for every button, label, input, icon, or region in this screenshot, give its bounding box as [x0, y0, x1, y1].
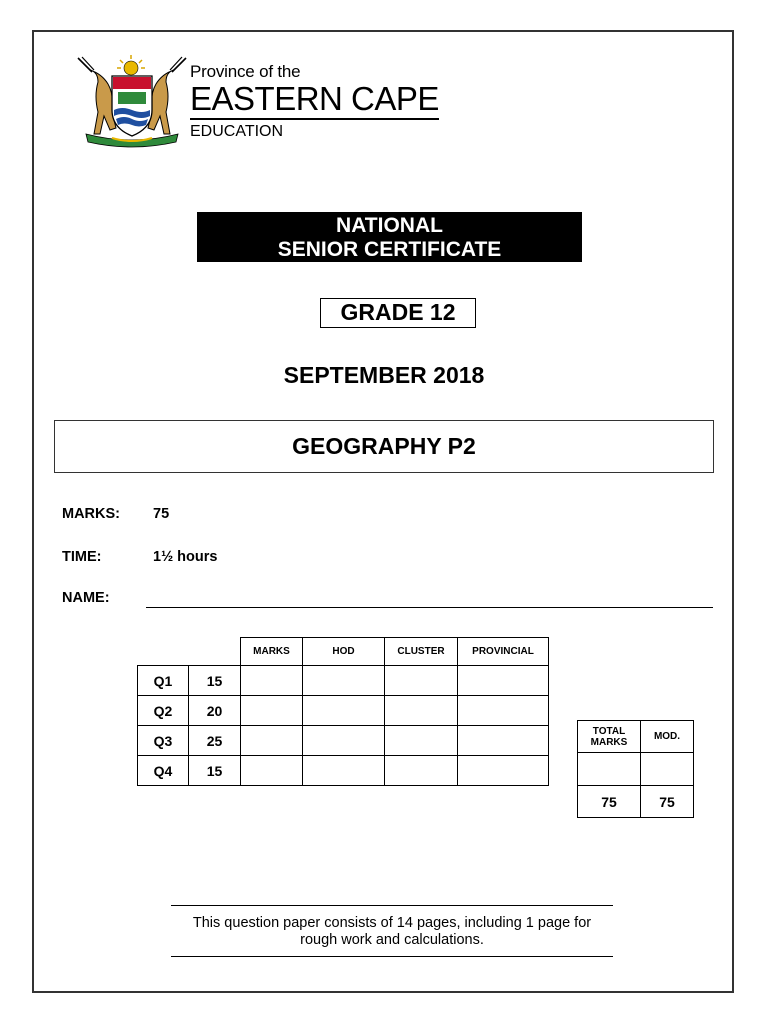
total-marks-header: TOTAL MARKS: [578, 721, 641, 753]
total-marks-cell[interactable]: [578, 753, 641, 786]
column-header: HOD: [303, 638, 385, 666]
province-name: EASTERN CAPE: [190, 82, 439, 120]
certificate-banner: [197, 212, 582, 262]
provincial-cell[interactable]: [458, 756, 549, 786]
provincial-cell[interactable]: [458, 696, 549, 726]
hod-cell[interactable]: [303, 666, 385, 696]
subject-title: GEOGRAPHY P2: [54, 420, 714, 473]
province-line: Province of the: [190, 62, 301, 81]
right-antelope-icon: [148, 57, 186, 134]
time-value: 1½ hours: [153, 549, 218, 565]
totals-entry-row: [578, 753, 694, 786]
time-label: TIME:: [62, 549, 102, 565]
cluster-cell[interactable]: [385, 726, 458, 756]
moderated-header: MOD.: [641, 721, 694, 753]
marks-table: [137, 637, 549, 786]
footer-line2: rough work and calculations.: [300, 932, 484, 948]
column-header: CLUSTER: [385, 638, 458, 666]
cluster-cell[interactable]: [385, 696, 458, 726]
total-max-value: 75: [578, 786, 641, 818]
table-row: [138, 756, 549, 786]
marks-cell[interactable]: [241, 696, 303, 726]
exam-session: SEPTEMBER 2018: [283, 362, 485, 388]
marks-cell[interactable]: [241, 756, 303, 786]
moderated-cell[interactable]: [641, 753, 694, 786]
left-antelope-icon: [78, 57, 116, 134]
totals-table: [577, 720, 694, 818]
marks-label: MARKS:: [62, 506, 120, 522]
question-max-marks: 20: [189, 696, 241, 726]
page-count-note: [171, 905, 613, 957]
cluster-cell[interactable]: [385, 756, 458, 786]
hod-cell[interactable]: [303, 756, 385, 786]
provincial-cell[interactable]: [458, 726, 549, 756]
department-name: EDUCATION: [190, 123, 284, 140]
shield-icon: [112, 76, 152, 136]
question-label: Q3: [138, 726, 189, 756]
column-header: PROVINCIAL: [458, 638, 549, 666]
question-label: Q4: [138, 756, 189, 786]
marks-cell[interactable]: [241, 666, 303, 696]
sun-icon: [117, 55, 145, 75]
table-row: [138, 696, 549, 726]
question-label: Q1: [138, 666, 189, 696]
question-max-marks: 15: [189, 756, 241, 786]
question-max-marks: 25: [189, 726, 241, 756]
footer-line1: This question paper consists of 14 pages, including 1 page for: [192, 915, 592, 931]
name-field-line[interactable]: [146, 607, 713, 608]
marks-value: 75: [153, 506, 170, 522]
hod-cell[interactable]: [303, 726, 385, 756]
table-row: [138, 666, 549, 696]
marks-cell[interactable]: [241, 726, 303, 756]
page-border: [32, 30, 734, 993]
question-label: Q2: [138, 696, 189, 726]
name-label: NAME:: [62, 590, 110, 606]
marks-table-header: [138, 638, 549, 666]
totals-max-row: [578, 786, 694, 818]
grade-box: GRADE 12: [320, 298, 476, 328]
banner-line1: NATIONAL: [336, 214, 443, 237]
province-wordmark: [190, 62, 439, 142]
totals-header: [578, 721, 694, 753]
table-row: [138, 726, 549, 756]
moderated-max-value: 75: [641, 786, 694, 818]
banner-line2: SENIOR CERTIFICATE: [277, 238, 502, 261]
hod-cell[interactable]: [303, 696, 385, 726]
cluster-cell[interactable]: [385, 666, 458, 696]
provincial-cell[interactable]: [458, 666, 549, 696]
question-max-marks: 15: [189, 666, 241, 696]
column-header: MARKS: [241, 638, 303, 666]
